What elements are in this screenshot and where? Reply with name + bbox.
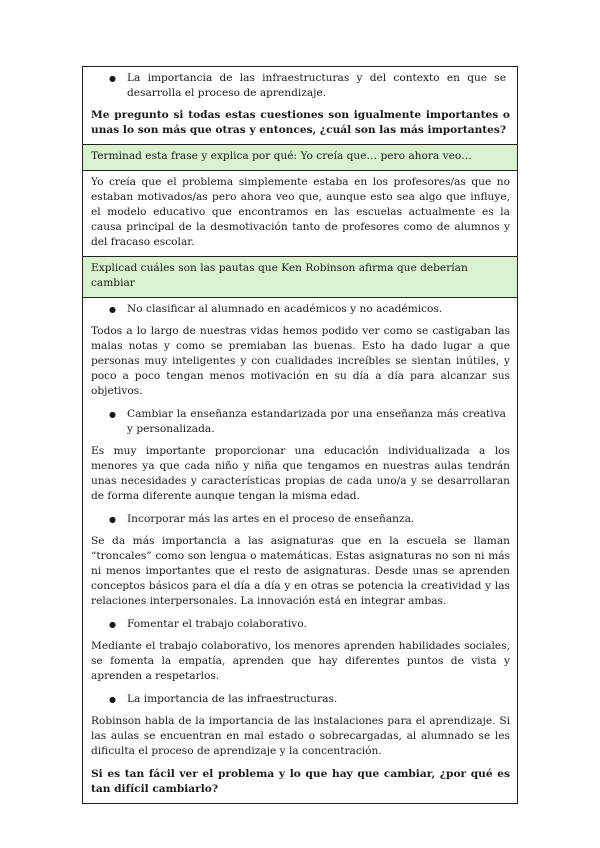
guideline-text: Se da más importancia a las asignaturas que en la escuela se llaman “troncales” como son lengua o matemáticas. Estas asignaturas no son ni más ni menos importantes que el resto de asignaturas. Desde unas se aprenden conceptos básicos para el día a día y en otras se potencia la creatividad y las relaciones interpersonales. La innovación está en integrar ambas.: [91, 535, 510, 607]
bullet-icon: ●: [109, 305, 116, 314]
guideline-title: Cambiar la enseñanza estandarizada por una enseñanza más creativa y personalizada.: [127, 408, 506, 435]
guideline-title: No clasificar al alumnado en académicos y no académicos.: [127, 303, 443, 315]
guideline-title: La importancia de las infraestructuras.: [127, 693, 338, 705]
guideline-text: Mediante el trabajo colaborativo, los menores aprenden habilidades sociales, se fomenta la empatía, aprenden que hay diferentes puntos de vista y aprenden a respetarlos.: [91, 640, 510, 682]
bullet-icon: ●: [109, 410, 116, 419]
answer-cell-1: [83, 171, 518, 257]
prompt-header-2: Explicad cuáles son las pautas que Ken Robinson afirma que deberían cambiar: [83, 257, 518, 298]
guidelines-cell: [83, 298, 518, 804]
list-item: [91, 407, 510, 437]
bullet-icon: ●: [109, 515, 116, 524]
guideline-text: Robinson habla de la importancia de las instalaciones para el aprendizaje. Si las aulas se encuentran en mal estado o sobrecargadas, al alumnado se les dificulta el proceso de aprendizaje y la concentración.: [91, 715, 510, 757]
bullet-icon: ●: [109, 620, 116, 629]
answer-text: Yo creía que el problema simplemente estaba en los profesores/as que no estaban motivados/as pero ahora veo que, aunque esto sea algo que influye, el modelo educativo que encontramos en las escuelas actualmente es la causa principal de la desmotivación tanto de profesores como de alumnos y del fracaso escolar.: [91, 176, 510, 248]
guideline-text: Es muy importante proporcionar una educación individualizada a los menores ya que cada niño y niña que tengamos en nuestras aulas tendrán unas necesidades y características propias de cada uno/a y se desarrollaran de forma diferente aunque tengan la misma edad.: [91, 445, 510, 502]
question-text: Me pregunto si todas estas cuestiones son igualmente importantes o unas lo son más que otras y entonces, ¿cuál son las más importantes?: [91, 109, 510, 136]
list-item: [91, 512, 510, 527]
list-item: [91, 71, 510, 101]
final-question: Si es tan fácil ver el problema y lo que hay que cambiar, ¿por qué es tan difícil cambiarlo?: [91, 768, 510, 795]
list-item: [91, 692, 510, 707]
bullet-icon: ●: [109, 695, 116, 704]
guideline-text: Todos a lo largo de nuestras vidas hemos podido ver como se castigaban las malas notas y como se premiaban las buenas. Esto ha dado lugar a que personas muy inteligentes y con cualidades increíbles se sientan inútiles, y poco a poco tengan menos motivación en su día a día para alcanzar sus objetivos.: [91, 325, 510, 397]
prompt-header-1: Terminad esta frase y explica por qué: Yo creía que… pero ahora veo…: [83, 145, 518, 171]
list-item: [91, 302, 510, 317]
bullet-icon: ●: [109, 74, 116, 83]
guideline-title: Incorporar más las artes en el proceso de enseñanza.: [127, 513, 415, 525]
intro-cell: [83, 67, 518, 145]
guideline-title: Fomentar el trabajo colaborativo.: [127, 618, 307, 630]
list-item: [91, 617, 510, 632]
list-item-text: La importancia de las infraestructuras y del contexto en que se desarrolla el proceso de aprendizaje.: [127, 72, 506, 99]
worksheet-table: [82, 66, 518, 804]
